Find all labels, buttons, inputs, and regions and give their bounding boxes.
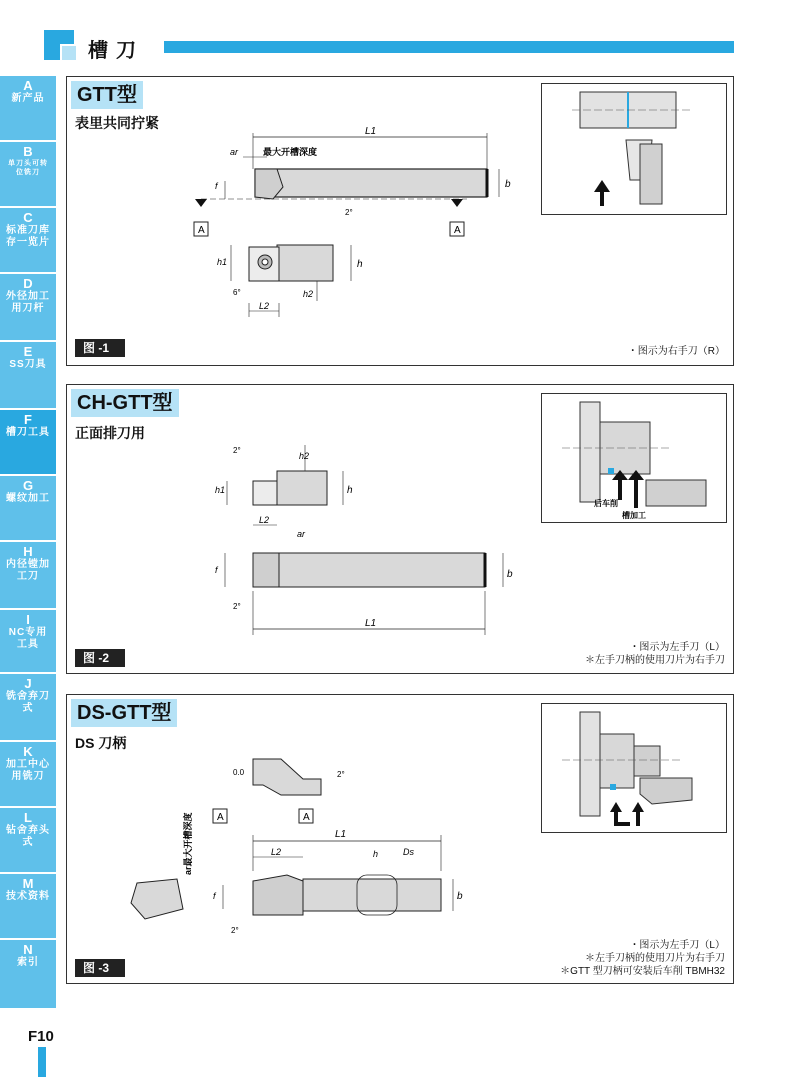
dim-l2: L2 <box>271 847 282 857</box>
tab-letter: M <box>22 876 34 891</box>
tab-letter: E <box>23 344 33 359</box>
header-bar <box>164 41 734 53</box>
tab-letter: C <box>23 210 33 225</box>
figure-label: 图 -3 <box>75 959 125 977</box>
tab-letter: A <box>23 78 33 93</box>
dim-f: f <box>215 181 218 191</box>
dim-max-depth-vertical: ar最大开槽深度 <box>183 812 193 875</box>
tab-letter: B <box>23 144 33 159</box>
side-tabs <box>0 76 56 1010</box>
insert-detail <box>131 879 183 919</box>
dim-h2: h2 <box>299 451 310 461</box>
tab-label: 铣舍弃刀式 <box>6 691 50 714</box>
dim-angle2-side: 2° <box>231 926 239 935</box>
panel-subtitle: 正面排刀用 <box>75 425 145 441</box>
figure-label: 图 -2 <box>75 649 125 667</box>
panel-title: CH-GTT型 <box>71 389 179 417</box>
tab-label: 索引 <box>17 957 39 968</box>
tab-letter: N <box>23 942 33 957</box>
panel-ch-gtt <box>66 384 734 674</box>
photo-label-back-turning: 后车削 <box>594 499 618 508</box>
dim-b: b <box>505 179 511 190</box>
dim-l1: L1 <box>365 126 377 137</box>
insert-top <box>253 481 277 505</box>
dim-angle2-top: 2° <box>337 770 345 779</box>
head-top <box>253 759 321 795</box>
note-3: ＊GTT 型刀柄可安装后车削 TBMH32 <box>560 966 725 977</box>
tab-b[interactable] <box>0 142 56 208</box>
tab-letter: H <box>23 544 33 559</box>
tab-c[interactable] <box>0 208 56 274</box>
shank-top <box>277 245 333 281</box>
gtt-photo-drawing <box>542 84 726 214</box>
panel-title: DS-GTT型 <box>71 699 177 727</box>
tab-label: 标准刀库存一览片 <box>6 225 50 248</box>
note-2: ＊左手刀柄的使用刀片为右手刀 <box>585 953 725 964</box>
panel-subtitle: DS 刀柄 <box>75 735 127 751</box>
tab-l[interactable] <box>0 808 56 874</box>
note-1: ・图示为左手刀（L） <box>629 642 725 653</box>
dim-zero: 0.0 <box>233 768 245 777</box>
note-block <box>585 641 725 667</box>
tab-label: 单刀头可转位铣刀 <box>8 160 48 176</box>
dim-h: h <box>357 259 363 270</box>
shank-side <box>303 879 441 911</box>
tab-j[interactable] <box>0 674 56 742</box>
tab-label: 螺纹加工 <box>6 493 50 504</box>
tab-letter: L <box>24 810 32 825</box>
tab-d[interactable] <box>0 274 56 342</box>
dim-l2: L2 <box>259 515 270 525</box>
dim-ar: ar <box>230 147 239 157</box>
dim-b: b <box>507 569 513 580</box>
panel-ds-gtt <box>66 694 734 984</box>
shank-side <box>253 553 485 587</box>
ref-a-left: A <box>217 812 224 823</box>
tab-a[interactable] <box>0 76 56 142</box>
dim-h: h <box>347 485 353 496</box>
dim-angle2: 2° <box>345 208 353 217</box>
panel-subtitle: 表里共同拧紧 <box>75 115 159 131</box>
tab-label: 外径加工用刀杆 <box>6 291 50 314</box>
ref-a-right: A <box>303 812 310 823</box>
tab-k[interactable] <box>0 742 56 808</box>
photo-label-grooving: 槽加工 <box>622 511 646 520</box>
tab-label: SS刀具 <box>9 359 47 370</box>
shank-top <box>277 471 327 505</box>
tab-m[interactable] <box>0 874 56 940</box>
page-number-bar <box>38 1047 46 1077</box>
dim-b: b <box>457 891 463 902</box>
panel-title: GTT型 <box>71 81 143 109</box>
dim-f: f <box>213 891 216 901</box>
dim-ds: Ds <box>403 847 414 857</box>
tab-label: 内径镗加工刀 <box>6 559 50 582</box>
dim-angle6: 6° <box>233 288 241 297</box>
ds-gtt-photo <box>541 703 727 833</box>
tab-label: 技术资料 <box>6 891 50 902</box>
dim-f: f <box>215 565 218 575</box>
note-block <box>560 939 725 978</box>
ch-gtt-photo-drawing <box>542 394 726 522</box>
head-side <box>253 875 303 915</box>
dim-l1: L1 <box>365 618 377 629</box>
tab-letter: D <box>23 276 33 291</box>
tab-f[interactable] <box>0 410 56 476</box>
panel-gtt <box>66 76 734 366</box>
note-1: ・图示为左手刀（L） <box>629 940 725 951</box>
insert-side <box>253 553 279 587</box>
dim-h1: h1 <box>215 485 226 495</box>
note-1: ・图示为右手刀（R） <box>627 346 725 357</box>
ref-a-left: A <box>198 225 205 236</box>
tab-i[interactable] <box>0 610 56 674</box>
tab-label: 新产品 <box>11 93 45 104</box>
tab-label: NC专用工具 <box>8 627 48 650</box>
page-title: 槽刀 <box>88 40 144 62</box>
tab-label: 加工中心用铣刀 <box>6 759 50 782</box>
dim-l1: L1 <box>335 829 347 840</box>
tab-letter: G <box>22 478 34 493</box>
tab-label: 钻舍弃头式 <box>6 825 50 848</box>
gtt-photo <box>541 83 727 215</box>
figure-label: 图 -1 <box>75 339 125 357</box>
dim-h: h <box>373 849 379 859</box>
dim-angle2-side: 2° <box>233 602 241 611</box>
shank-side <box>255 169 487 197</box>
ch-gtt-photo <box>541 393 727 523</box>
tab-g[interactable] <box>0 476 56 542</box>
tab-letter: J <box>24 676 32 691</box>
page-number: F10 <box>28 1028 54 1045</box>
ds-gtt-photo-drawing <box>542 704 726 832</box>
tab-letter: K <box>23 744 33 759</box>
dim-angle2-top: 2° <box>233 446 241 455</box>
tab-h[interactable] <box>0 542 56 610</box>
tab-letter: F <box>24 412 32 427</box>
dim-max-depth: 最大开槽深度 <box>263 147 318 157</box>
tab-label: 槽刀工具 <box>6 427 50 438</box>
dim-ar: ar <box>297 529 306 539</box>
tab-e[interactable] <box>0 342 56 410</box>
note-2: ＊左手刀柄的使用刀片为右手刀 <box>585 655 725 666</box>
dim-h1: h1 <box>217 257 228 267</box>
tab-n[interactable] <box>0 940 56 1010</box>
header-square-light <box>60 44 78 62</box>
dim-h2: h2 <box>303 289 314 299</box>
tab-letter: I <box>26 612 30 627</box>
dim-l2: L2 <box>259 301 270 311</box>
ref-a-right: A <box>454 225 461 236</box>
